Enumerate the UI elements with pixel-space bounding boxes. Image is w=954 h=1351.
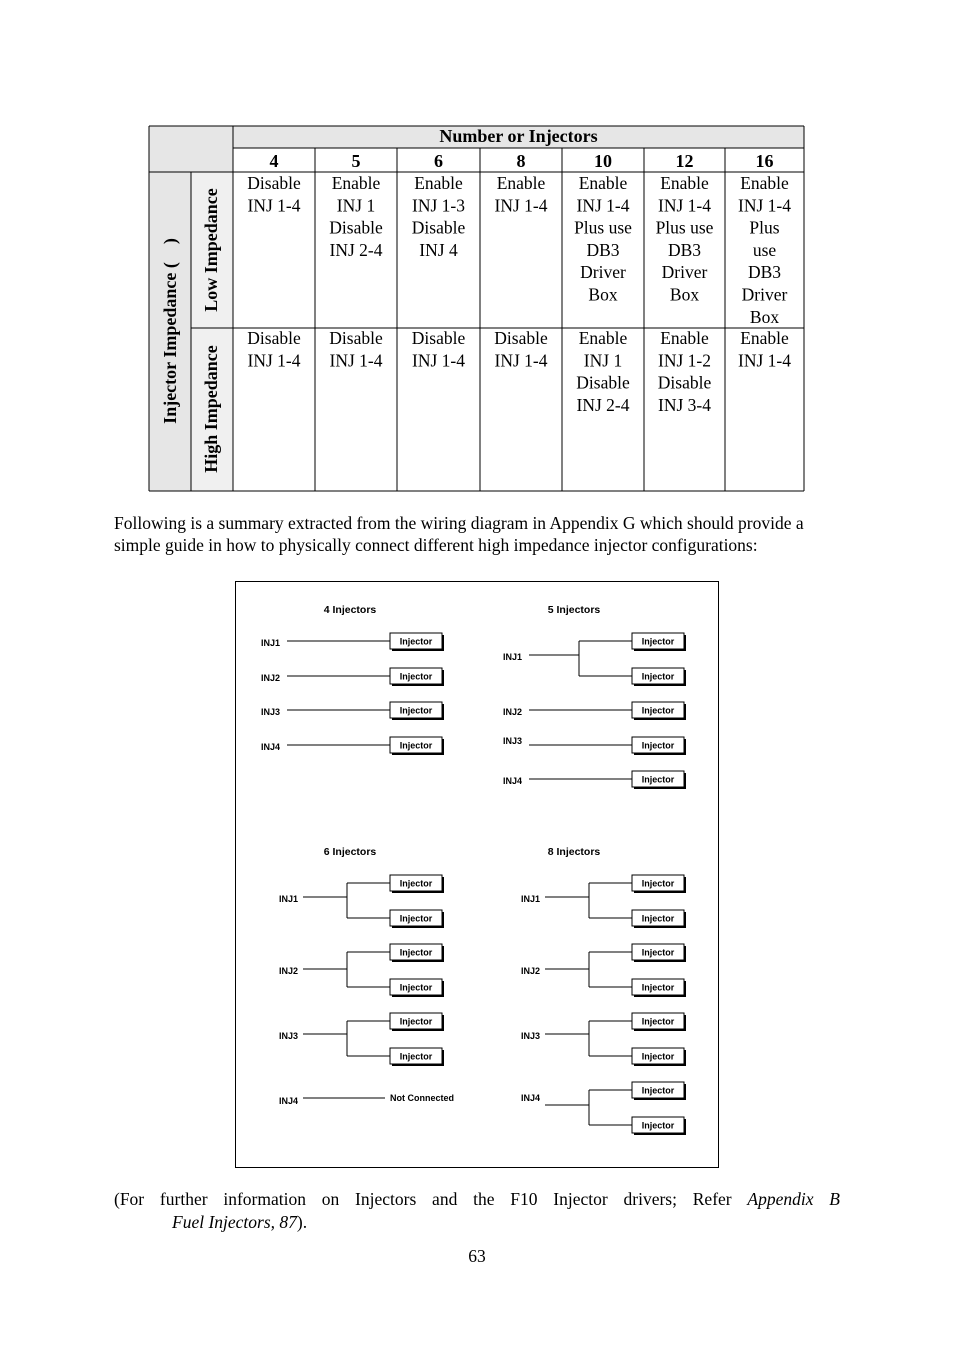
- injector-box: [390, 1048, 444, 1066]
- injector-input-label: INJ2: [521, 966, 541, 976]
- injector-box: [390, 875, 444, 893]
- not-connected-label: Not Connected: [390, 1093, 454, 1103]
- footnote-appendix-title: Fuel Injectors, 87: [172, 1212, 297, 1232]
- injector-input-label: INJ3: [503, 736, 523, 746]
- wiring-diagram: [235, 581, 719, 1168]
- table-cell: Disable INJ 1-4: [247, 173, 301, 216]
- svg-text:Injector: Injector: [641, 1016, 675, 1027]
- svg-text:Injector: Injector: [399, 913, 433, 924]
- table-cell: Disable INJ 1-4: [247, 328, 301, 371]
- injector-box: [632, 875, 686, 893]
- footnote-text: (For further information on Injectors and the F10 Injector drivers; Refer: [114, 1189, 748, 1209]
- svg-text:Injector: Injector: [641, 913, 675, 924]
- injector-box: [632, 633, 686, 651]
- injector-input-label: INJ2: [279, 966, 299, 976]
- table-cell: Disable INJ 1-4: [494, 328, 548, 371]
- table-cell: Enable INJ 1-3 Disable INJ 4: [411, 173, 466, 260]
- injector-input-label: INJ1: [521, 894, 541, 904]
- svg-text:Injector: Injector: [641, 705, 675, 716]
- injector-box: [632, 979, 686, 997]
- injector-box: [632, 1013, 686, 1031]
- injector-table: [0, 0, 954, 500]
- injector-input-label: INJ3: [279, 1031, 299, 1041]
- table-column-header: 16: [755, 151, 774, 171]
- svg-text:Injector: Injector: [641, 1120, 675, 1131]
- injector-box: [632, 702, 686, 720]
- injector-input-label: INJ3: [521, 1031, 541, 1041]
- injector-box: [390, 737, 444, 755]
- injector-input-label: INJ3: [261, 707, 281, 717]
- svg-text:Injector: Injector: [641, 636, 675, 647]
- table-cell: Disable INJ 1-4: [329, 328, 383, 371]
- table-column-header: 6: [434, 151, 443, 171]
- table-cell: Disable INJ 1-4: [411, 328, 466, 371]
- injector-input-label: INJ1: [261, 638, 281, 648]
- wiring-panel-title: 6 Injectors: [323, 846, 377, 858]
- table-group-label: Injector Impedance ( ): [160, 238, 180, 424]
- table-cell: Enable INJ 1-4 Plus use DB3 Driver Box: [655, 173, 714, 305]
- svg-text:Injector: Injector: [399, 982, 433, 993]
- table-column-header: 10: [594, 151, 612, 171]
- table-cell: Enable INJ 1-4 Plus use DB3 Driver Box: [738, 173, 791, 327]
- injector-box: [632, 1117, 686, 1135]
- footnote-appendix-ref[interactable]: Appendix B: [747, 1189, 840, 1209]
- page-number: 63: [468, 1246, 486, 1266]
- injector-input-label: INJ4: [521, 1093, 541, 1103]
- table-corner-shade: [149, 126, 233, 172]
- svg-text:Injector: Injector: [399, 1051, 433, 1062]
- footnote: [114, 1188, 840, 1234]
- injector-box: [632, 771, 686, 789]
- injector-box: [632, 737, 686, 755]
- table-cell: Enable INJ 1 Disable INJ 2-4: [329, 173, 383, 260]
- injector-box: [390, 702, 444, 720]
- table-cell: Enable INJ 1-2 Disable INJ 3-4: [657, 328, 712, 415]
- injector-box: [632, 944, 686, 962]
- table-row-label-low-impedance: Low Impedance: [201, 188, 221, 312]
- injector-box: [632, 910, 686, 928]
- svg-text:Injector: Injector: [641, 982, 675, 993]
- intro-paragraph: Following is a summary extracted from the wiring diagram in Appendix G which should provide a simple guide in how to physically connect different high impedance injector configurations:: [114, 513, 804, 555]
- injector-input-label: INJ2: [261, 673, 281, 683]
- injector-box: [390, 944, 444, 962]
- injector-box: [632, 1048, 686, 1066]
- injector-box: [390, 668, 444, 686]
- injector-input-label: INJ4: [503, 776, 523, 786]
- wiring-panel-title: 4 Injectors: [323, 604, 377, 616]
- injector-box: [632, 668, 686, 686]
- table-column-header: 8: [516, 151, 526, 171]
- svg-text:Injector: Injector: [399, 671, 433, 682]
- svg-text:Injector: Injector: [399, 878, 433, 889]
- table-column-header: 12: [675, 151, 694, 171]
- footnote-end: ).: [296, 1212, 308, 1232]
- svg-text:Injector: Injector: [641, 947, 675, 958]
- table-header-title: Number or Injectors: [439, 126, 598, 146]
- table-column-header: 5: [351, 151, 361, 171]
- injector-input-label: INJ2: [503, 707, 523, 717]
- table-row-label-high-impedance: High Impedance: [201, 345, 221, 473]
- injector-box: [390, 633, 444, 651]
- injector-box: [632, 1082, 686, 1100]
- svg-text:Injector: Injector: [641, 774, 675, 785]
- injector-input-label: INJ1: [279, 894, 299, 904]
- wiring-panel-title: 8 Injectors: [547, 846, 601, 858]
- svg-text:Injector: Injector: [641, 1085, 675, 1096]
- injector-input-label: INJ4: [261, 742, 281, 752]
- table-cell: Enable INJ 1 Disable INJ 2-4: [576, 328, 630, 415]
- svg-text:Injector: Injector: [641, 740, 675, 751]
- svg-text:Injector: Injector: [399, 947, 433, 958]
- injector-input-label: INJ4: [279, 1096, 299, 1106]
- svg-text:Injector: Injector: [641, 878, 675, 889]
- svg-text:Injector: Injector: [399, 740, 433, 751]
- svg-text:Injector: Injector: [399, 705, 433, 716]
- svg-text:Injector: Injector: [399, 636, 433, 647]
- wiring-panel-title: 5 Injectors: [547, 604, 601, 616]
- table-cell: Enable INJ 1-4: [738, 328, 791, 371]
- table-column-header: 4: [269, 151, 279, 171]
- table-cells: [247, 173, 791, 415]
- table-column-headers: [270, 151, 774, 171]
- svg-text:Injector: Injector: [399, 1016, 433, 1027]
- table-cell: Enable INJ 1-4: [494, 173, 548, 216]
- injector-input-label: INJ1: [503, 652, 523, 662]
- svg-text:Injector: Injector: [641, 671, 675, 682]
- injector-box: [390, 910, 444, 928]
- svg-text:Injector: Injector: [641, 1051, 675, 1062]
- table-cell: Enable INJ 1-4 Plus use DB3 Driver Box: [574, 173, 632, 305]
- injector-box: [390, 1013, 444, 1031]
- injector-box: [390, 979, 444, 997]
